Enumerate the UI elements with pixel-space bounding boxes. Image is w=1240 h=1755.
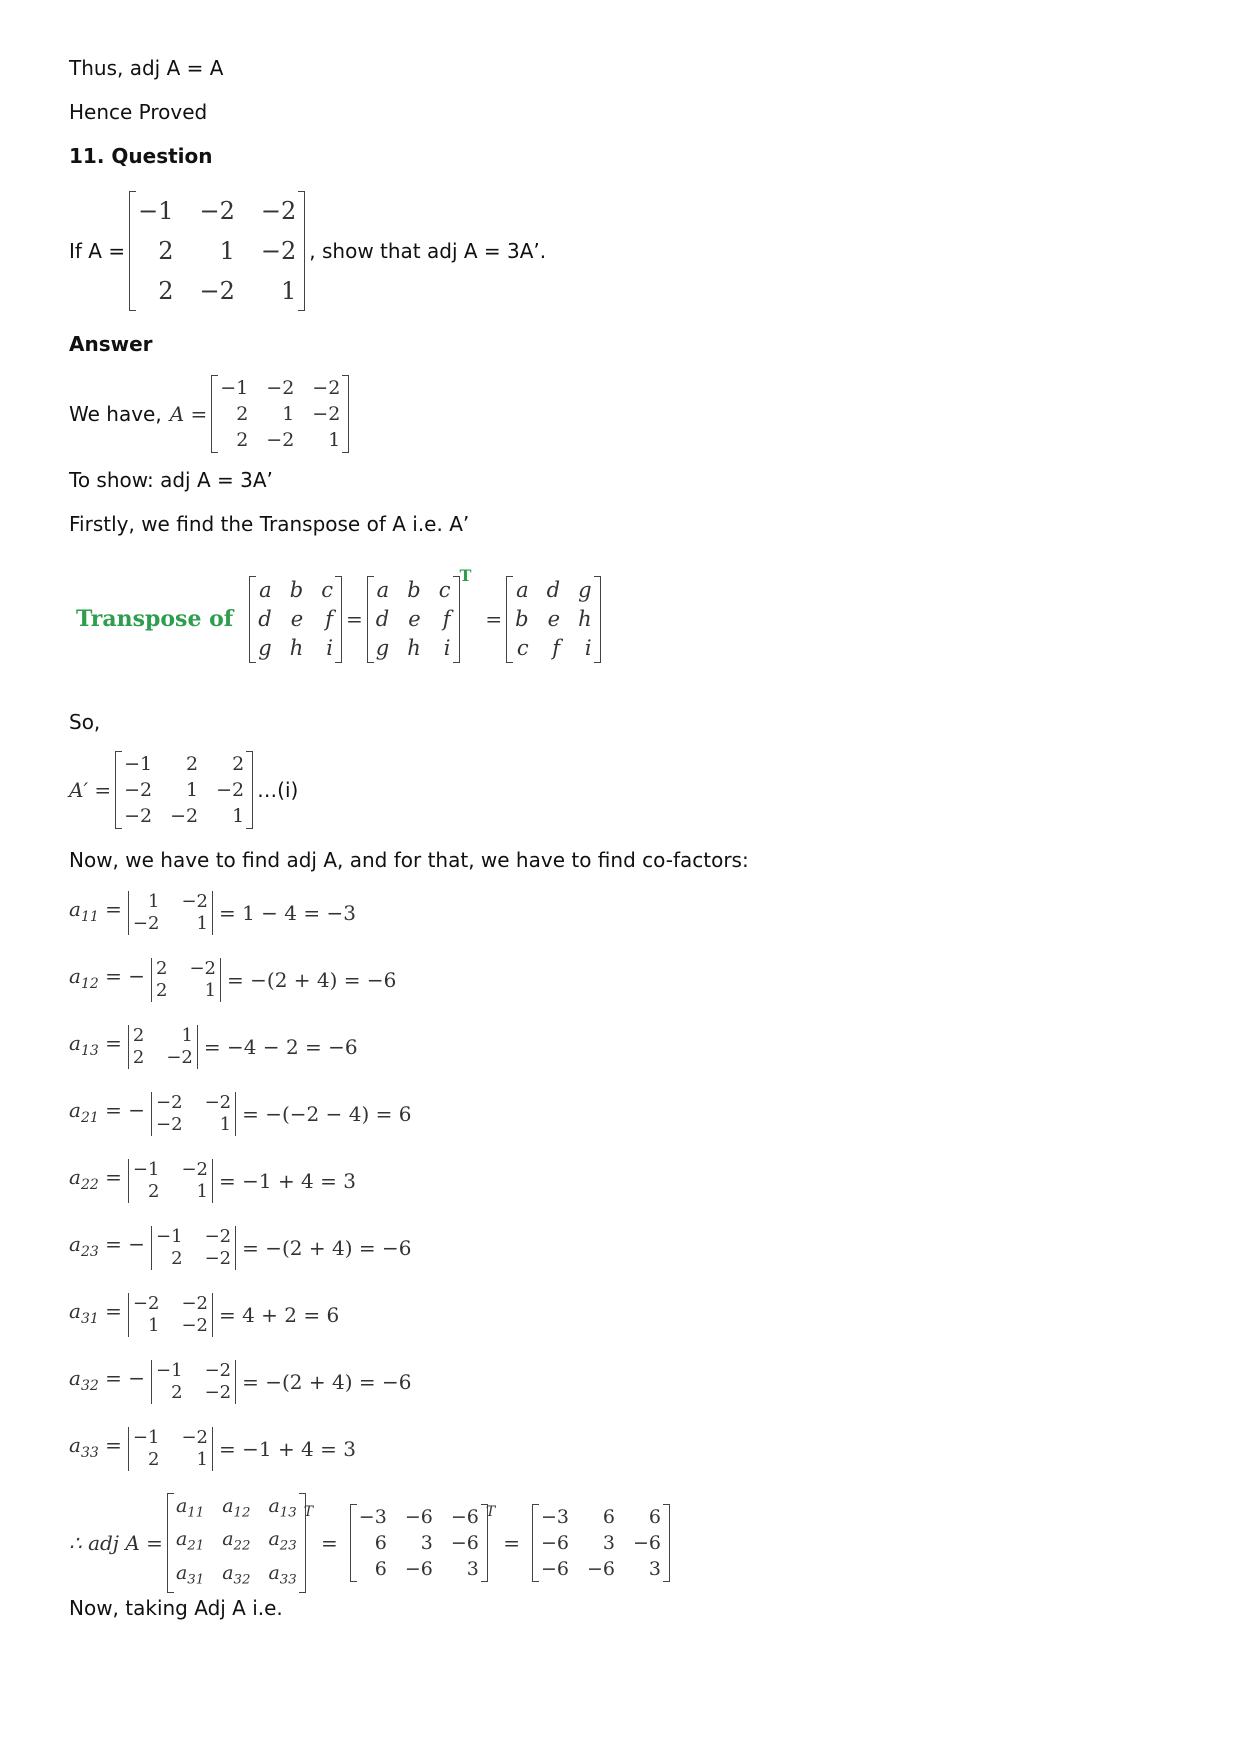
cofactor-result: = −(2 + 4) = −6 xyxy=(242,1236,412,1260)
matrix-cell: −2 xyxy=(199,277,235,305)
determinant-cell: −2 xyxy=(189,958,217,979)
matrix-cell: −6 xyxy=(404,1506,433,1528)
determinant xyxy=(126,1293,215,1337)
matrix-cell: −6 xyxy=(540,1558,569,1580)
cofactor-row xyxy=(69,1422,356,1476)
determinant-cell: 1 xyxy=(196,913,208,934)
matrix-cell: −2 xyxy=(124,779,153,801)
determinant-cell: 2 xyxy=(147,1181,160,1202)
determinant-cell: 2 xyxy=(156,980,168,1001)
cofactor-label: $a_{23}$ = − xyxy=(69,1232,146,1260)
cofactor-row xyxy=(69,1355,411,1409)
cofactor-label: $a_{13}$ = xyxy=(69,1031,122,1059)
matrix-cell: c xyxy=(516,635,529,660)
matrix-cell: −2 xyxy=(312,403,341,425)
determinant-cell: −2 xyxy=(181,891,208,912)
we-have-line xyxy=(69,374,353,454)
matrix-cell: 1 xyxy=(232,805,245,827)
matrix-cell: −6 xyxy=(540,1532,569,1554)
determinant-cell: −2 xyxy=(166,1047,193,1068)
determinant-cell: 1 xyxy=(204,980,217,1001)
we-have-prefix: We have, xyxy=(69,402,162,426)
cofactor-row xyxy=(69,886,356,940)
question-statement xyxy=(69,192,546,310)
matrix-cell: 1 xyxy=(282,403,295,425)
matrix-cell: −3 xyxy=(358,1506,387,1528)
cofactor-row xyxy=(69,1288,339,1342)
matrix-cell: 3 xyxy=(466,1558,479,1580)
transpose-label: Transpose of xyxy=(76,606,234,632)
matrix-cell: f xyxy=(325,606,333,631)
determinant-cell: 1 xyxy=(181,1025,193,1046)
determinant xyxy=(149,1360,238,1404)
cofactor-result: = 4 + 2 = 6 xyxy=(218,1303,340,1327)
determinant-cell: 2 xyxy=(171,1382,183,1403)
matrix-cell: −2 xyxy=(260,197,297,225)
matrix-cell: b xyxy=(289,577,304,602)
matrix-cell: d xyxy=(258,606,272,631)
text-so: So, xyxy=(69,710,101,734)
matrix-cell: −1 xyxy=(124,753,153,775)
cofactor-row xyxy=(69,1087,411,1141)
determinant-cell: 2 xyxy=(132,1047,145,1068)
matrix-cell: −6 xyxy=(632,1532,661,1554)
matrix-cell: 6 xyxy=(648,1506,661,1528)
matrix-cell: −3 xyxy=(540,1506,569,1528)
determinant-cell: 1 xyxy=(196,1181,208,1202)
determinant-cell: −2 xyxy=(156,1114,183,1135)
cofactor-result: = −1 + 4 = 3 xyxy=(218,1437,356,1461)
a-transpose-line xyxy=(69,750,298,830)
matrix-cell: −2 xyxy=(312,377,341,399)
matrix-cell: −2 xyxy=(260,237,297,265)
matrix-cell: a xyxy=(516,577,529,602)
determinant-cell: −1 xyxy=(156,1226,183,1247)
determinant-cell: −2 xyxy=(204,1360,232,1381)
determinant-cell: −2 xyxy=(204,1092,232,1113)
determinant xyxy=(126,891,215,935)
matrix-cell: h xyxy=(407,635,421,660)
cofactor-label: $a_{32}$ = − xyxy=(69,1366,146,1394)
cofactor-row xyxy=(69,1020,358,1074)
matrix-cell: $a_{23}$ xyxy=(268,1528,297,1554)
transpose-matrix-with-t xyxy=(367,576,460,663)
cofactor-label: $a_{22}$ = xyxy=(69,1165,122,1193)
determinant-cell: −2 xyxy=(204,1248,232,1269)
matrix-cell: c xyxy=(321,577,333,602)
equation-label-i: …(i) xyxy=(257,778,299,802)
adj-equation: ∴ adj A = $a_{11}$ $a_{12}$ $a_{13}$ $a_{21}$ $a_{22}$ $a_{23}$ $a_{31}$ $a_{32}$ $a_{33}$ T = −3 −6 −6 6 3 −6 6 −6 3 T = −3 6 6 −6 3 −6 −6 −6 3 xyxy=(69,1500,674,1586)
matrix-cell: i xyxy=(584,635,592,660)
matrix-cell: $a_{12}$ xyxy=(222,1494,251,1521)
matrix-cell: $a_{31}$ xyxy=(175,1561,205,1588)
matrix-cell: $a_{32}$ xyxy=(222,1561,251,1588)
matrix-cell: $a_{21}$ xyxy=(175,1528,205,1554)
matrix-cell: 1 xyxy=(280,277,297,305)
matrix-cell: f xyxy=(442,606,451,631)
cofactor-result: = −(−2 − 4) = 6 xyxy=(242,1102,412,1126)
determinant-cell: 2 xyxy=(132,1025,145,1046)
cofactor-row xyxy=(69,1221,411,1275)
matrix-cell: 2 xyxy=(158,237,174,265)
text-firstly: Firstly, we find the Transpose of A i.e. A’ xyxy=(69,512,470,536)
matrix-cell: 3 xyxy=(648,1558,661,1580)
determinant-cell: 1 xyxy=(147,1315,160,1336)
determinant-cell: −2 xyxy=(204,1382,232,1403)
matrix-a-transpose xyxy=(115,751,253,829)
answer-heading: Answer xyxy=(69,332,153,356)
determinant-cell: 2 xyxy=(171,1248,183,1269)
question-suffix: , show that adj A = 3A’. xyxy=(309,239,547,263)
matrix-cell: g xyxy=(578,577,592,602)
determinant-cell: −2 xyxy=(181,1159,208,1180)
cofactor-result: = −(2 + 4) = −6 xyxy=(242,1370,412,1394)
text-now-taking: Now, taking Adj A i.e. xyxy=(69,1596,283,1620)
matrix-cell: f xyxy=(552,635,561,660)
matrix-cell: 2 xyxy=(186,753,199,775)
determinant-cell: 2 xyxy=(156,958,168,979)
text-hence-proved: Hence Proved xyxy=(69,100,208,124)
cofactor-row xyxy=(69,1154,356,1208)
adj-prefix: ∴ adj A = xyxy=(69,1531,163,1555)
determinant-cell: −2 xyxy=(181,1315,208,1336)
matrix-cell: −1 xyxy=(220,377,249,399)
matrix-cell: 6 xyxy=(374,1532,387,1554)
question-heading: 11. Question xyxy=(69,144,213,168)
determinant-cell: −1 xyxy=(132,1159,160,1180)
matrix-cell: h xyxy=(578,606,592,631)
matrix-cell: 2 xyxy=(236,403,249,425)
transpose-matrix-original xyxy=(249,576,342,663)
matrix-cell: a xyxy=(259,577,272,602)
matrix-cell: h xyxy=(289,635,304,660)
matrix-cell: $a_{22}$ xyxy=(222,1528,251,1554)
text-now-find: Now, we have to find adj A, and for that, we have to find co-factors: xyxy=(69,848,749,872)
matrix-cell: d xyxy=(375,606,390,631)
text-to-show: To show: adj A = 3A’ xyxy=(69,468,273,492)
matrix-cell: 3 xyxy=(420,1532,433,1554)
determinant-cell: 1 xyxy=(219,1114,232,1135)
matrix-cell: g xyxy=(375,635,390,660)
cofactor-label: $a_{33}$ = xyxy=(69,1433,122,1461)
matrix-cell: −2 xyxy=(199,197,235,225)
determinant xyxy=(149,1226,238,1270)
determinant xyxy=(126,1159,215,1203)
matrix-cell: e xyxy=(547,606,561,631)
adj-matrix-symbolic xyxy=(167,1493,306,1594)
determinant-cell: −2 xyxy=(204,1226,232,1247)
determinant-cell: 1 xyxy=(196,1449,208,1470)
matrix-cell: −6 xyxy=(404,1558,433,1580)
matrix-cell: −6 xyxy=(450,1532,479,1554)
cofactor-result: = 1 − 4 = −3 xyxy=(218,901,356,925)
matrix-a-answer xyxy=(211,375,349,453)
determinant xyxy=(149,1092,238,1136)
adj-superscript-1: T xyxy=(303,1504,314,1520)
determinant-cell: −2 xyxy=(156,1092,183,1113)
matrix-cell: $a_{13}$ xyxy=(268,1494,297,1521)
matrix-cell: 1 xyxy=(328,429,341,451)
matrix-cell: −6 xyxy=(586,1558,615,1580)
matrix-cell: b xyxy=(407,577,421,602)
matrix-cell: −2 xyxy=(170,805,199,827)
determinant xyxy=(149,958,223,1002)
adj-matrix-numeric xyxy=(350,1504,488,1582)
matrix-cell: d xyxy=(546,577,561,602)
matrix-cell: g xyxy=(258,635,272,660)
matrix-cell: $a_{11}$ xyxy=(175,1494,205,1521)
a-symbol: A = xyxy=(169,402,208,426)
determinant xyxy=(126,1025,200,1069)
cofactor-label: $a_{21}$ = − xyxy=(69,1098,146,1126)
cofactor-result: = −(2 + 4) = −6 xyxy=(227,968,397,992)
matrix-cell: 2 xyxy=(232,753,245,775)
determinant-cell: −1 xyxy=(132,1427,160,1448)
determinant-cell: −2 xyxy=(181,1427,208,1448)
matrix-cell: −6 xyxy=(450,1506,479,1528)
matrix-cell: 1 xyxy=(219,237,235,265)
adj-superscript-2: T xyxy=(485,1504,496,1520)
determinant-cell: −2 xyxy=(181,1293,208,1314)
matrix-cell: 2 xyxy=(158,277,174,305)
text-thus: Thus, adj A = A xyxy=(69,56,224,80)
determinant-cell: −2 xyxy=(132,913,160,934)
transpose-definition: Transpose of a b c d e f g h i = a b c d e f g h i T = a d g b e h c f i xyxy=(76,572,605,666)
cofactor-label: $a_{11}$ = xyxy=(69,897,122,925)
cofactor-result: = −4 − 2 = −6 xyxy=(203,1035,358,1059)
matrix-cell: e xyxy=(408,606,421,631)
cofactor-label: $a_{31}$ = xyxy=(69,1299,122,1327)
matrix-cell: i xyxy=(443,635,451,660)
matrix-cell: −2 xyxy=(216,779,245,801)
matrix-cell: b xyxy=(515,606,529,631)
matrix-cell: 1 xyxy=(186,779,199,801)
matrix-cell: a xyxy=(376,577,390,602)
determinant-cell: −2 xyxy=(132,1293,160,1314)
matrix-cell: c xyxy=(438,577,451,602)
matrix-cell: 6 xyxy=(602,1506,615,1528)
determinant-cell: 2 xyxy=(147,1449,160,1470)
determinant-cell: −1 xyxy=(156,1360,183,1381)
cofactor-label: $a_{12}$ = − xyxy=(69,964,146,992)
matrix-a-question xyxy=(129,191,305,311)
question-prefix: If A = xyxy=(69,239,126,263)
matrix-cell: e xyxy=(290,606,304,631)
matrix-cell: 2 xyxy=(236,429,249,451)
cofactor-row xyxy=(69,953,396,1007)
adj-matrix-result xyxy=(532,1504,670,1582)
transpose-matrix-result xyxy=(506,576,600,663)
a-prime-symbol: A′ = xyxy=(69,778,112,802)
matrix-cell: −2 xyxy=(266,377,295,399)
matrix-cell: −2 xyxy=(266,429,295,451)
matrix-cell: $a_{33}$ xyxy=(268,1561,297,1588)
determinant xyxy=(126,1427,215,1471)
matrix-cell: −2 xyxy=(124,805,153,827)
transpose-superscript: T xyxy=(459,566,472,585)
matrix-cell: 6 xyxy=(374,1558,387,1580)
matrix-cell: 3 xyxy=(602,1532,615,1554)
determinant-cell: 1 xyxy=(147,891,160,912)
matrix-cell: i xyxy=(326,635,333,660)
matrix-cell: −1 xyxy=(138,197,174,225)
cofactor-result: = −1 + 4 = 3 xyxy=(218,1169,356,1193)
